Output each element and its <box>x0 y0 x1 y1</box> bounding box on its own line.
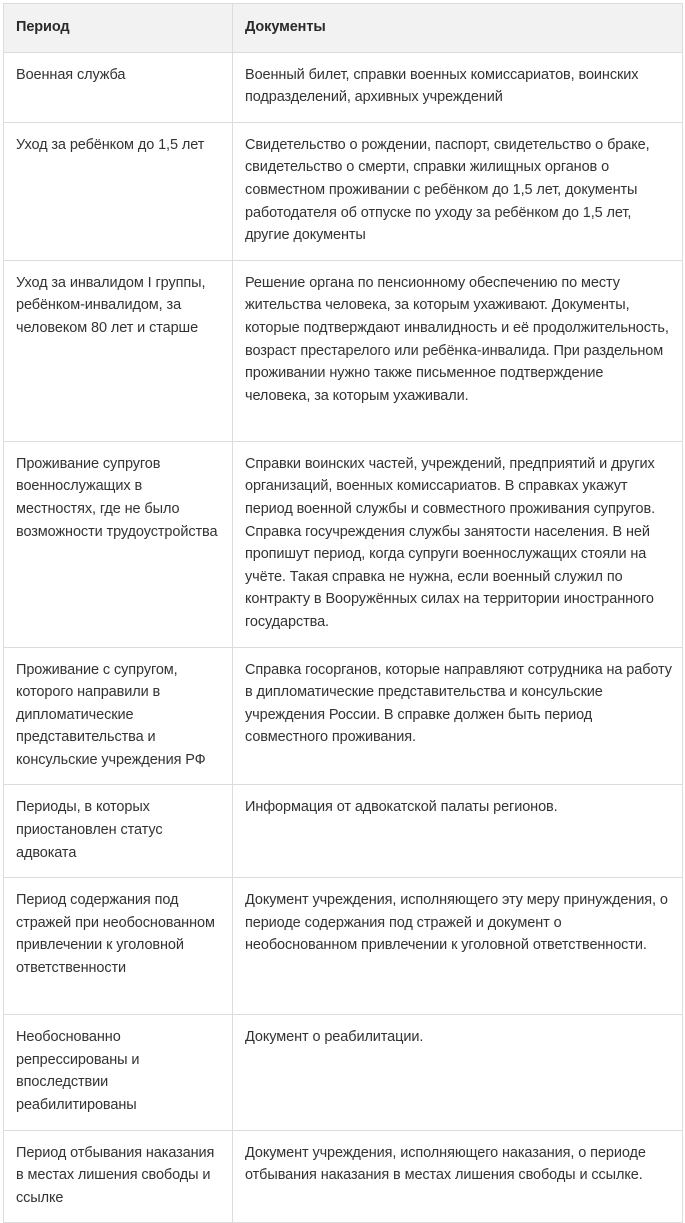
table-row <box>4 441 683 647</box>
table-row <box>4 785 683 878</box>
table-row <box>4 52 683 122</box>
table-row <box>4 1015 683 1130</box>
table-row <box>4 647 683 785</box>
table-row <box>4 260 683 441</box>
documents-cell: Справка госорганов, которые направляют сотрудника на работу в дипломатические представительства и консульские учреждения России. В справке должен быть период совместного проживания. <box>233 647 683 785</box>
table-body <box>4 52 683 1223</box>
documents-cell: Свидетельство о рождении, паспорт, свидетельство о браке, свидетельство о смерти, справки жилищных органов о совместном проживании с ребёнком до 1,5 лет, документы работодателя об отпуске по уходу за ребёнком до 1,5 лет, другие документы <box>233 122 683 260</box>
documents-table-container <box>3 3 682 1223</box>
period-cell: Проживание супругов военнослужащих в местностях, где не было возможности трудоустройства <box>4 441 233 647</box>
period-cell: Военная служба <box>4 52 233 122</box>
period-cell: Уход за инвалидом I группы, ребёнком-инвалидом, за человеком 80 лет и старше <box>4 260 233 441</box>
table-row <box>4 878 683 1015</box>
documents-cell: Документ о реабилитации. <box>233 1015 683 1130</box>
documents-cell: Решение органа по пенсионному обеспечению по месту жительства человека, за которым ухаживают. Документы, которые подтверждают инвалидность и её продолжительность, возраст престарелого или ребёнка-инвалида. При раздельном проживании нужно также письменное подтверждение человека, за которым ухаживали. <box>233 260 683 441</box>
header-row <box>4 4 683 53</box>
documents-table <box>3 3 683 1223</box>
table-header <box>4 4 683 53</box>
period-cell: Период содержания под стражей при необоснованном привлечении к уголовной ответственности <box>4 878 233 1015</box>
documents-cell: Военный билет, справки военных комиссариатов, воинских подразделений, архивных учреждений <box>233 52 683 122</box>
header-documents: Документы <box>233 4 683 53</box>
table-row <box>4 122 683 260</box>
period-cell: Необоснованно репрессированы и впоследствии реабилитированы <box>4 1015 233 1130</box>
header-period: Период <box>4 4 233 53</box>
period-cell: Уход за ребёнком до 1,5 лет <box>4 122 233 260</box>
period-cell: Период отбывания наказания в местах лишения свободы и ссылке <box>4 1130 233 1223</box>
table-row <box>4 1130 683 1223</box>
documents-cell: Документ учреждения, исполняющего наказания, о периоде отбывания наказания в местах лишения свободы и ссылке. <box>233 1130 683 1223</box>
documents-cell: Документ учреждения, исполняющего эту меру принуждения, о периоде содержания под стражей и документ о необоснованном привлечении к уголовной ответственности. <box>233 878 683 1015</box>
period-cell: Периоды, в которых приостановлен статус адвоката <box>4 785 233 878</box>
documents-cell: Справки воинских частей, учреждений, предприятий и других организаций, военных комиссариатов. В справках укажут период военной службы и совместного проживания супругов. Справка госучреждения службы занятости населения. В ней пропишут период, когда супруги военнослужащих стояли на учёте. Такая справка не нужна, если военный служил по контракту в Вооружённых силах на территории иностранного государства. <box>233 441 683 647</box>
period-cell: Проживание с супругом, которого направили в дипломатические представительства и консульские учреждения РФ <box>4 647 233 785</box>
documents-cell: Информация от адвокатской палаты регионов. <box>233 785 683 878</box>
